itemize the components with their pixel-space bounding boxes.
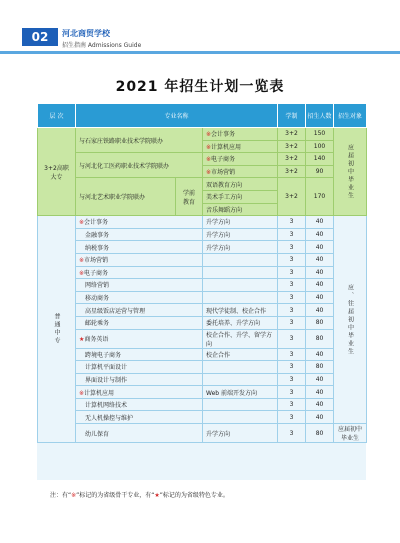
years-cell: 3 bbox=[278, 348, 306, 361]
direction-cell bbox=[203, 373, 278, 386]
table-row bbox=[38, 398, 367, 411]
major-cell: 邮轮乘务 bbox=[76, 316, 203, 329]
years-cell: 3 bbox=[278, 279, 306, 292]
table-row: ※市场营销 3+2 90 bbox=[38, 165, 367, 178]
major-cell: ※市场营销 bbox=[76, 253, 203, 266]
quota-cell: 40 bbox=[306, 291, 334, 304]
direction-cell: 升学方向 bbox=[203, 228, 278, 241]
major-cell: 高星级饭店运营与管理 bbox=[76, 304, 203, 317]
guide-label: 招生指南 Admissions Guide bbox=[62, 42, 142, 49]
partner-cell: 与河北艺术职业学院联办 bbox=[76, 178, 176, 216]
major-cell: 学前教育 bbox=[176, 178, 203, 216]
years-cell: 3 bbox=[278, 304, 306, 317]
key-major-mark: ※ bbox=[206, 131, 212, 139]
quota-cell: 40 bbox=[306, 411, 334, 424]
table-row bbox=[38, 304, 367, 317]
years-cell: 3 bbox=[278, 228, 306, 241]
direction-cell: 双语教育方向 bbox=[203, 178, 278, 191]
quota-cell: 40 bbox=[306, 373, 334, 386]
direction-cell: 升学方向 bbox=[203, 241, 278, 254]
quota-cell: 80 bbox=[306, 361, 334, 374]
direction-cell: 升学方向 bbox=[203, 424, 278, 443]
major-cell: 跨境电子商务 bbox=[76, 348, 203, 361]
table-header-row bbox=[38, 104, 367, 128]
major-cell: 界面设计与制作 bbox=[76, 373, 203, 386]
major-cell: ★商务英语 bbox=[76, 329, 203, 348]
enrollment-table-wrap bbox=[37, 103, 366, 480]
key-major-mark: ※ bbox=[206, 143, 212, 151]
table-row bbox=[38, 241, 367, 254]
col-quota: 招生人数 bbox=[306, 104, 334, 128]
major-cell: 移动商务 bbox=[76, 291, 203, 304]
key-major-mark: ※ bbox=[79, 219, 85, 227]
featured-major-star: ★ bbox=[79, 336, 85, 343]
quota-cell: 40 bbox=[306, 398, 334, 411]
target-cell: 应、往届初中毕业生 bbox=[334, 216, 367, 424]
col-level: 层 次 bbox=[38, 104, 76, 128]
major-cell: 计算机平面设计 bbox=[76, 361, 203, 374]
major-cell: ※计算机应用 bbox=[76, 386, 203, 399]
header-bar bbox=[0, 51, 400, 54]
major-cell: 网络营销 bbox=[76, 279, 203, 292]
direction-cell: 委托培养、升学方向 bbox=[203, 316, 278, 329]
major-cell: 幼儿保育 bbox=[76, 424, 203, 443]
years-cell: 3 bbox=[278, 398, 306, 411]
direction-cell: 校企合作 bbox=[203, 348, 278, 361]
quota-cell: 80 bbox=[306, 316, 334, 329]
table-row bbox=[38, 329, 367, 348]
page-title: 2021 年招生计划一览表 bbox=[115, 79, 285, 95]
years-cell: 3 bbox=[278, 411, 306, 424]
col-major: 专业名称 bbox=[76, 104, 278, 128]
direction-cell bbox=[203, 398, 278, 411]
table-row bbox=[38, 253, 367, 266]
page-header bbox=[0, 0, 400, 62]
footnote: 注：有“※”标记的为省级骨干专业，有“★”标记的为省级特色专业。 bbox=[50, 492, 229, 499]
years-cell: 3 bbox=[278, 241, 306, 254]
years-cell: 3 bbox=[278, 361, 306, 374]
table-row bbox=[38, 361, 367, 374]
years-cell: 3 bbox=[278, 329, 306, 348]
direction-cell bbox=[203, 291, 278, 304]
key-major-mark: ※ bbox=[79, 389, 85, 397]
years-cell: 3 bbox=[278, 424, 306, 443]
years-cell: 3 bbox=[278, 253, 306, 266]
major-cell: ※计算机应用 bbox=[203, 140, 278, 153]
level-cell: 普通中专 bbox=[38, 216, 76, 443]
page-number: 02 bbox=[22, 28, 58, 46]
table-row: ※计算机应用 3+2 100 bbox=[38, 140, 367, 153]
key-major-mark: ※ bbox=[206, 169, 212, 177]
quota-cell: 40 bbox=[306, 253, 334, 266]
direction-cell bbox=[203, 411, 278, 424]
quota-cell: 40 bbox=[306, 386, 334, 399]
table-row bbox=[38, 424, 367, 443]
table-row: 与河北艺术职业学院联办 学前教育 双语教育方向 3+2 170 bbox=[38, 178, 367, 191]
enrollment-table bbox=[37, 103, 367, 443]
target-cell: 应届初中毕业生 bbox=[334, 128, 367, 216]
direction-cell: 音乐舞蹈方向 bbox=[203, 203, 278, 216]
major-cell: 纳税事务 bbox=[76, 241, 203, 254]
school-name: 河北商贸学校 bbox=[62, 29, 110, 38]
major-cell: ※会计事务 bbox=[203, 128, 278, 141]
quota-cell: 80 bbox=[306, 424, 334, 443]
major-cell: ※电子商务 bbox=[203, 153, 278, 166]
table-row bbox=[38, 373, 367, 386]
table-row bbox=[38, 228, 367, 241]
quota-cell: 40 bbox=[306, 216, 334, 229]
table-row bbox=[38, 279, 367, 292]
level-cell: 3+2高职大专 bbox=[38, 128, 76, 216]
table-row bbox=[38, 216, 367, 229]
direction-cell bbox=[203, 266, 278, 279]
direction-cell: Web 前端开发方向 bbox=[203, 386, 278, 399]
partner-cell: 与石家庄铁路职业技术学院联办 bbox=[76, 128, 203, 153]
quota-cell: 40 bbox=[306, 266, 334, 279]
col-target: 招生对象 bbox=[334, 104, 367, 128]
table-row bbox=[38, 411, 367, 424]
direction-cell: 校企合作、升学、留学方向 bbox=[203, 329, 278, 348]
partner-cell: 与河北化工医药职业技术学院联办 bbox=[76, 153, 203, 178]
years-cell: 3 bbox=[278, 291, 306, 304]
quota-cell: 40 bbox=[306, 279, 334, 292]
years-cell: 3 bbox=[278, 386, 306, 399]
quota-cell: 40 bbox=[306, 228, 334, 241]
years-cell: 3 bbox=[278, 316, 306, 329]
key-major-mark: ※ bbox=[79, 257, 85, 265]
major-cell: ※电子商务 bbox=[76, 266, 203, 279]
quota-cell: 40 bbox=[306, 348, 334, 361]
direction-cell bbox=[203, 361, 278, 374]
major-cell: 金融事务 bbox=[76, 228, 203, 241]
table-row bbox=[38, 291, 367, 304]
quota-cell: 40 bbox=[306, 304, 334, 317]
table-row: 与河北化工医药职业技术学院联办 ※电子商务 3+2 140 bbox=[38, 153, 367, 166]
major-cell: 计算机网络技术 bbox=[76, 398, 203, 411]
years-cell: 3 bbox=[278, 373, 306, 386]
key-major-mark: ※ bbox=[206, 156, 212, 164]
direction-cell: 美术手工方向 bbox=[203, 190, 278, 203]
table-row bbox=[38, 266, 367, 279]
direction-cell: 现代学徒制、校企合作 bbox=[203, 304, 278, 317]
target-cell: 应届初中毕业生 bbox=[334, 424, 367, 443]
major-cell: 无人机操控与维护 bbox=[76, 411, 203, 424]
quota-cell: 80 bbox=[306, 329, 334, 348]
direction-cell: 升学方向 bbox=[203, 216, 278, 229]
col-years: 学制 bbox=[278, 104, 306, 128]
key-major-mark: ※ bbox=[79, 269, 85, 277]
table-row bbox=[38, 348, 367, 361]
direction-cell bbox=[203, 279, 278, 292]
table-row bbox=[38, 316, 367, 329]
table-row bbox=[38, 386, 367, 399]
years-cell: 3 bbox=[278, 216, 306, 229]
quota-cell: 40 bbox=[306, 241, 334, 254]
major-cell: ※会计事务 bbox=[76, 216, 203, 229]
years-cell: 3 bbox=[278, 266, 306, 279]
major-cell: ※市场营销 bbox=[203, 165, 278, 178]
direction-cell bbox=[203, 253, 278, 266]
table-row: 3+2高职大专 与石家庄铁路职业技术学院联办 ※会计事务 3+2 150 应届初中毕业生 bbox=[38, 128, 367, 141]
